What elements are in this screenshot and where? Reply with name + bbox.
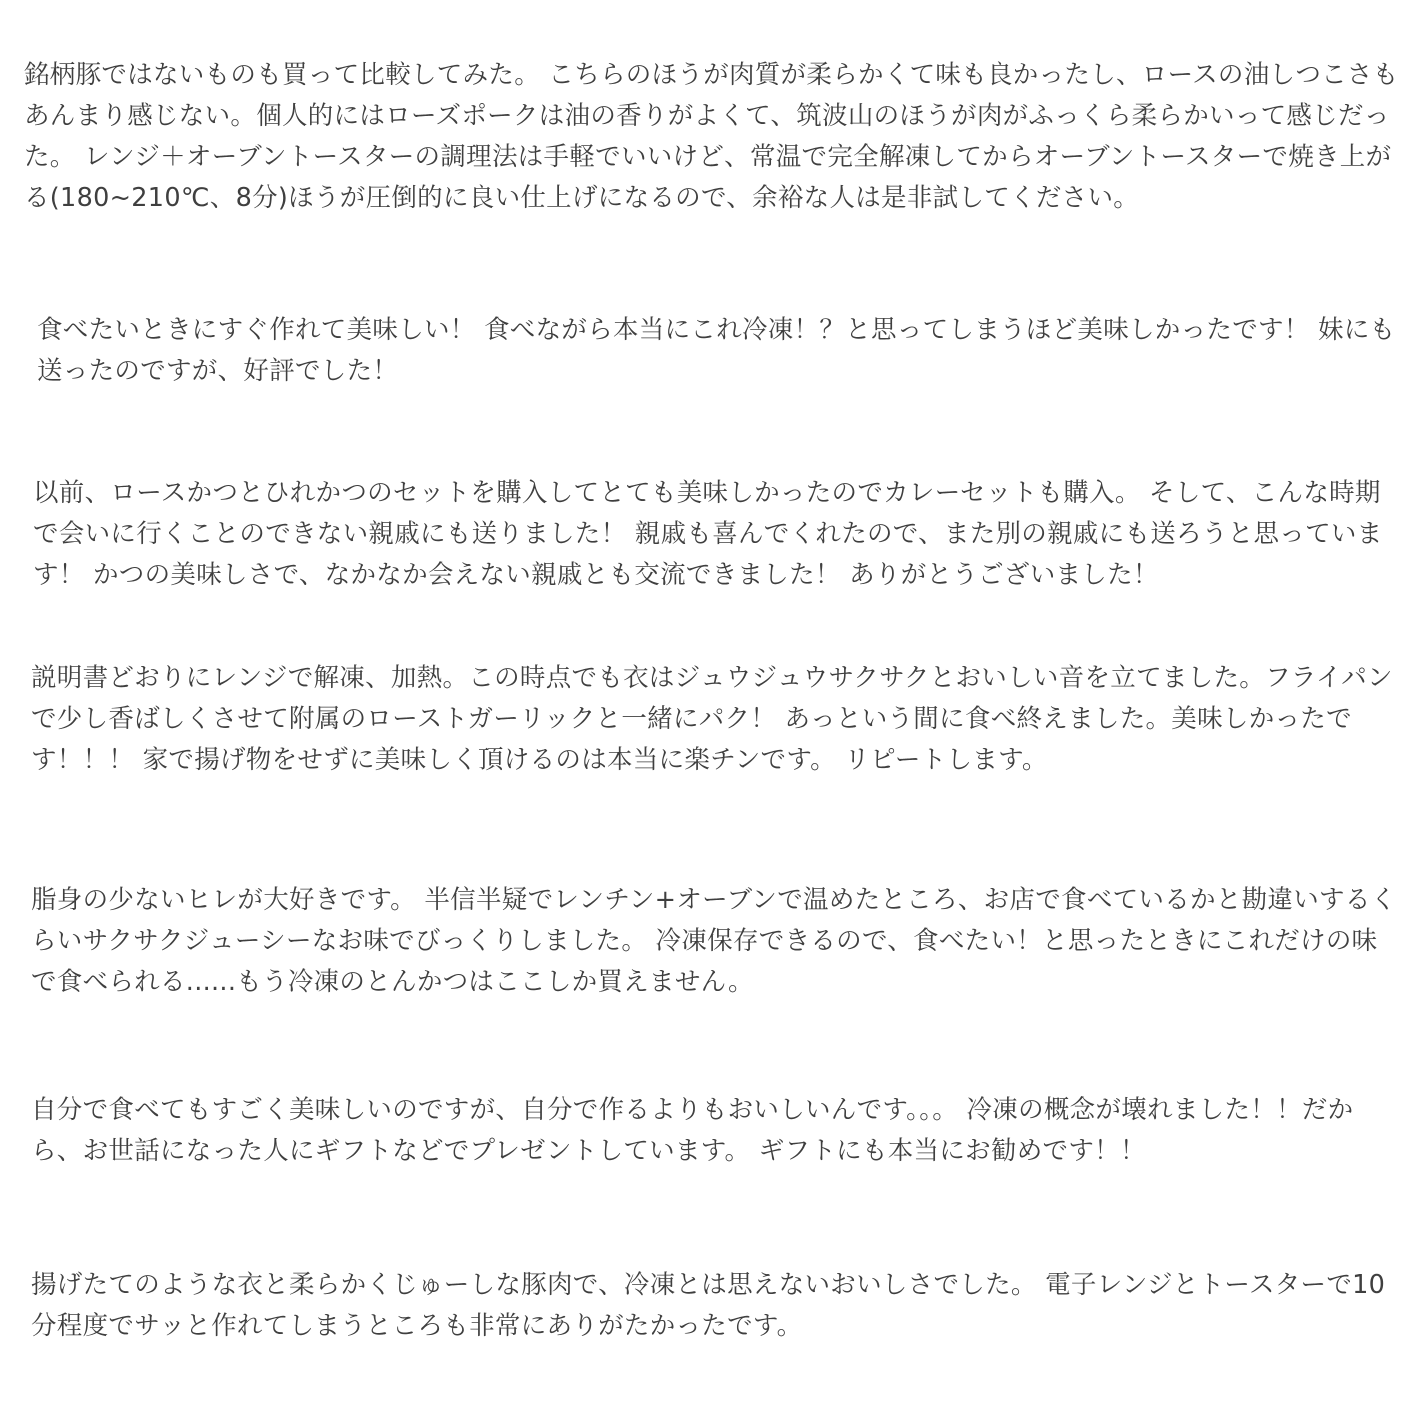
review-text: 説明書どおりにレンジで解凍、加熱。この時点でも衣はジュウジュウサクサクとおいしい音を立てました。フライパンで少し香ばしくさせて附属のローストガーリックと一緒にパク！ あっという間に食べ終えました。美味しかったです！！！ 家で揚げ物をせずに美味しく頂けるのは本当に楽チンです。 リピートします。 — [31, 663, 1393, 775]
review-text: 銘柄豚ではないものも買って比較してみた。 こちらのほうが肉質が柔らかくて味も良かったし、ロースの油しつこさもあんまり感じない。個人的にはローズポークは油の香りがよくて、筑波山のほうが肉がふっくら柔らかいって感じだった。 レンジ＋オーブントースターの調理法は手軽でいいけど、常温で完全解凍してからオーブントースターで焼き上がる(180~210℃、8分)ほうが圧倒的に良い仕上げになるので、余裕な人は是非試してください。 — [24, 60, 1399, 213]
review-text: 自分で食べてもすごく美味しいのですが、自分で作るよりもおいしいんです。。。 冷凍の概念が壊れました！！だから、お世話になった人にギフトなどでプレゼントしています。 ギフトにも本当にお勧めです！！ — [31, 1095, 1354, 1166]
review-text: 揚げたてのような衣と柔らかくじゅーしな豚肉で、冷凍とは思えないおいしさでした。 電子レンジとトースターで10分程度でサッと作れてしまうところも非常にありがたかったです。 — [31, 1270, 1386, 1341]
review-text: 食べたいときにすぐ作れて美味しい！ 食べながら本当にこれ冷凍！？と思ってしまうほど美味しかったです！ 妹にも送ったのですが、好評でした！ — [37, 315, 1396, 386]
review-text: 以前、ロースかつとひれかつのセットを購入してとても美味しかったのでカレーセットも購入。 そして、こんな時期で会いに行くことのできない親戚にも送りました！ 親戚も喜んでくれたので、また別の親戚にも送ろうと思っています！ かつの美味しさで、なかなか会えない親戚とも交流できました！ ありがとうございました！ — [33, 478, 1383, 590]
review-text: 脂身の少ないヒレが大好きです。 半信半疑でレンチン+オーブンで温めたところ、お店で食べているかと勘違いするくらいサクサクジューシーなお味でびっくりしました。 冷凍保存できるので、食べたい！と思ったときにこれだけの味で食べられる......もう冷凍のとんかつはここしか買えません。 — [31, 885, 1397, 997]
